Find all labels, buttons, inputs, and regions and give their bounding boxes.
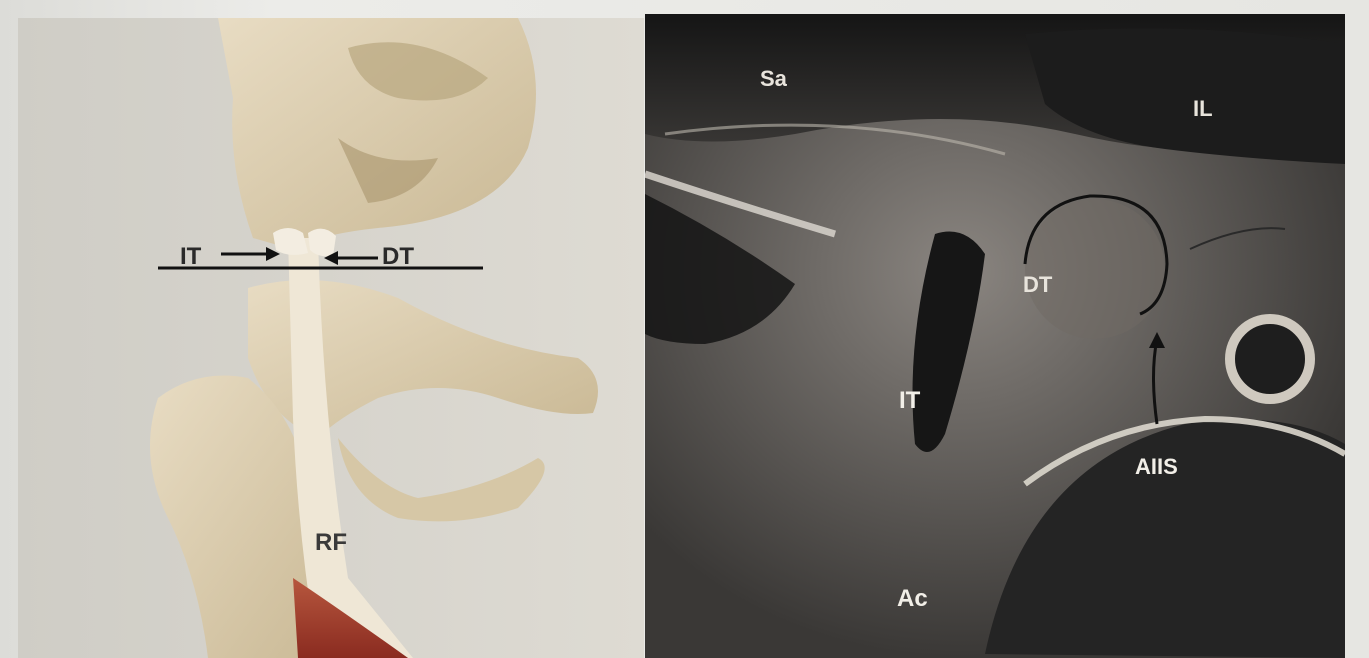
ultrasound-image [645,14,1345,658]
ultrasound-panel [645,14,1345,658]
femoral-head-ring [1230,319,1310,399]
label-ac: Ac [897,585,928,612]
label-aiis: AIIS [1135,454,1178,479]
label-it: IT [899,387,921,414]
label-rf: RF [315,529,347,556]
label-dt: DT [1023,272,1053,297]
anatomy-illustration [18,18,644,658]
label-it: IT [180,243,202,270]
label-dt: DT [382,243,414,270]
anatomy-illustration-panel [18,18,644,658]
label-sa: Sa [760,66,787,91]
label-il: IL [1193,96,1213,121]
